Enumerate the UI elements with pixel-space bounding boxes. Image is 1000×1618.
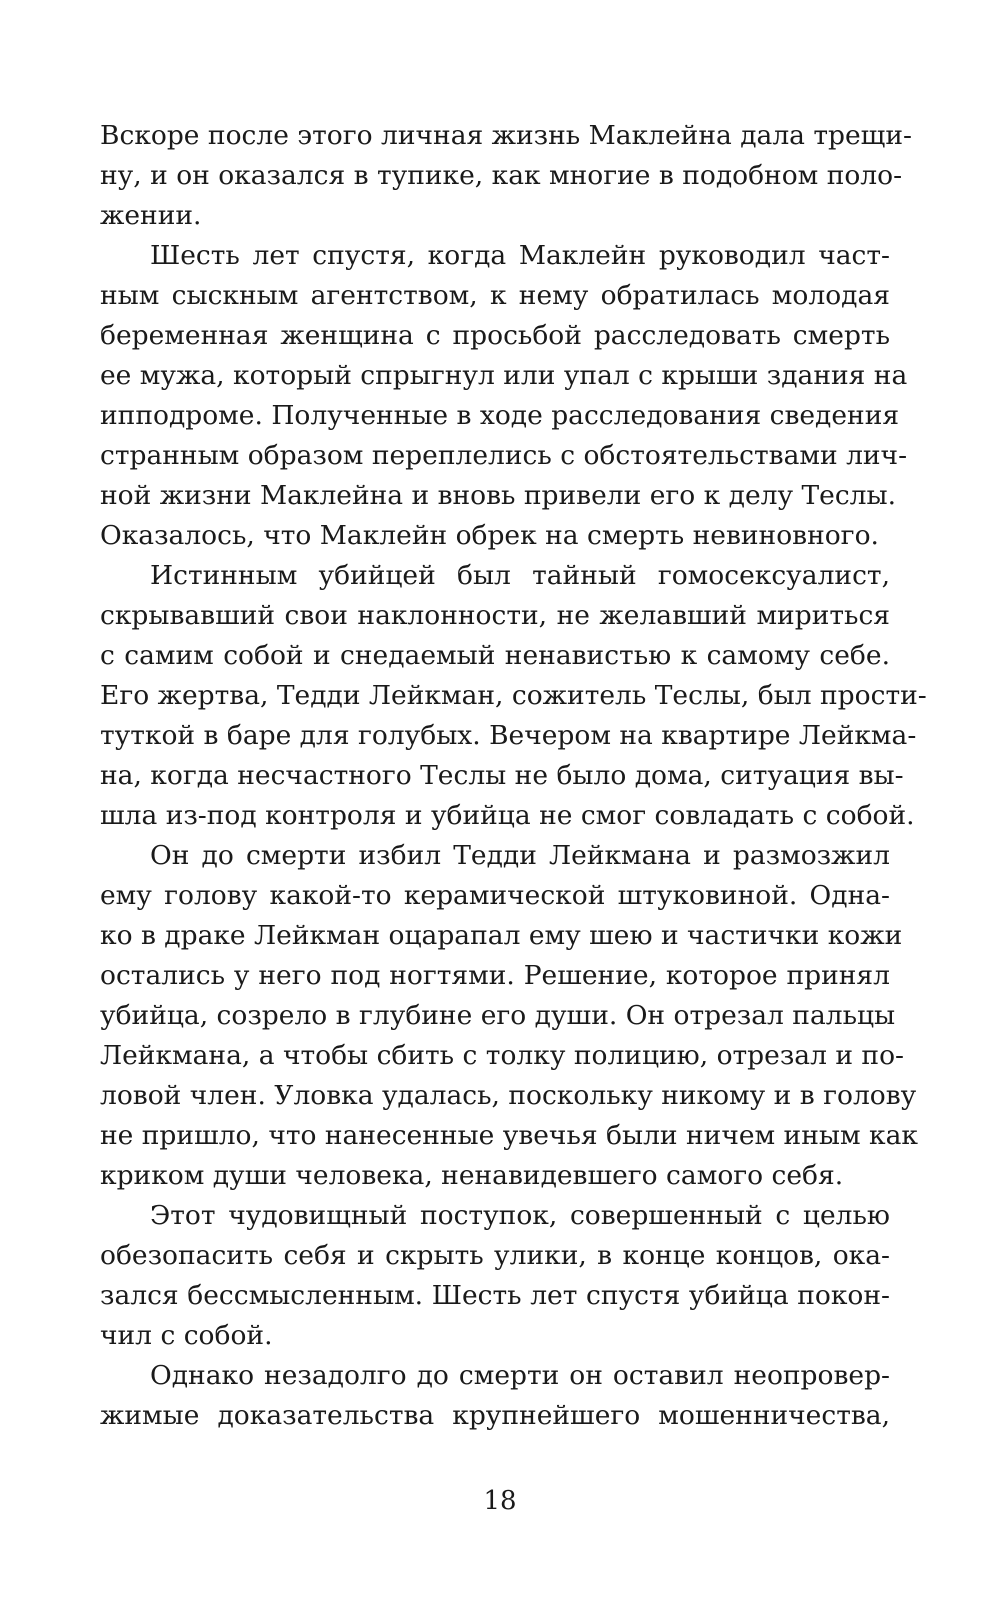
text-line: не пришло, что нанесенные увечья были ничем иным как bbox=[100, 1120, 918, 1151]
text-line: Этот чудовищный поступок, совершенный с целью bbox=[150, 1200, 890, 1231]
text-line: ее мужа, который спрыгнул или упал с крыши здания на bbox=[100, 360, 908, 391]
text-line: Истинным убийцей был тайный гомосексуалист, bbox=[150, 560, 890, 591]
page-number: 18 bbox=[483, 1486, 517, 1516]
text-line: шла из-под контроля и убийца не смог совладать с собой. bbox=[100, 800, 915, 831]
text-line: криком души человека, ненавидевшего самого себя. bbox=[100, 1160, 844, 1191]
text-line: ипподроме. Полученные в ходе расследования сведения bbox=[100, 400, 900, 431]
body-text bbox=[100, 116, 927, 1436]
text-line: Вскоре после этого личная жизнь Маклейна дала трещи- bbox=[100, 120, 912, 151]
text-line: ко в драке Лейкман оцарапал ему шею и частички кожи bbox=[100, 920, 903, 951]
text-line: Однако незадолго до смерти он оставил неопровер- bbox=[150, 1360, 890, 1391]
text-line: ловой член. Уловка удалась, поскольку никому и в голову bbox=[100, 1080, 917, 1111]
text-line: остались у него под ногтями. Решение, которое принял bbox=[100, 960, 890, 991]
text-line: жимые доказательства крупнейшего мошенничества, bbox=[100, 1400, 890, 1431]
text-line: ему голову какой-то керамической штуковиной. Одна- bbox=[100, 880, 890, 911]
text-line: Шесть лет спустя, когда Маклейн руководил част- bbox=[150, 240, 890, 271]
text-line: обезопасить себя и скрыть улики, в конце концов, ока- bbox=[100, 1240, 890, 1271]
paragraph-6 bbox=[100, 1356, 890, 1436]
text-line: скрывавший свои наклонности, не желавший мириться bbox=[100, 600, 890, 631]
text-line: с самим собой и снедаемый ненавистью к самому себе. bbox=[100, 640, 890, 671]
text-line: Он до смерти избил Тедди Лейкмана и размозжил bbox=[150, 840, 890, 871]
paragraph-1 bbox=[100, 116, 912, 236]
text-line: беременная женщина с просьбой расследовать смерть bbox=[100, 320, 890, 351]
text-line: ну, и он оказался в тупике, как многие в подобном поло- bbox=[100, 160, 903, 191]
text-line: туткой в баре для голубых. Вечером на квартире Лейкма- bbox=[100, 720, 917, 751]
text-line: Оказалось, что Маклейн обрек на смерть невиновного. bbox=[100, 520, 879, 551]
text-line: Лейкмана, а чтобы сбить с толку полицию, отрезал и по- bbox=[100, 1040, 904, 1071]
text-line: Его жертва, Тедди Лейкман, сожитель Теслы, был прости- bbox=[100, 680, 927, 711]
text-line: ной жизни Маклейна и вновь привели его к делу Теслы. bbox=[100, 480, 897, 511]
text-line: жении. bbox=[100, 200, 202, 231]
text-line: убийца, созрело в глубине его души. Он отрезал пальцы bbox=[100, 1000, 896, 1031]
text-line: чил с собой. bbox=[100, 1320, 273, 1351]
paragraph-5 bbox=[100, 1196, 890, 1356]
paragraph-3 bbox=[100, 556, 927, 836]
text-line: ным сыскным агентством, к нему обратилась молодая bbox=[100, 280, 890, 311]
text-line: странным образом переплелись с обстоятельствами лич- bbox=[100, 440, 908, 471]
paragraph-2 bbox=[100, 236, 908, 556]
paragraph-4 bbox=[100, 836, 918, 1196]
text-line: зался бессмысленным. Шесть лет спустя убийца покон- bbox=[100, 1280, 890, 1311]
text-line: на, когда несчастного Теслы не было дома, ситуация вы- bbox=[100, 760, 904, 791]
